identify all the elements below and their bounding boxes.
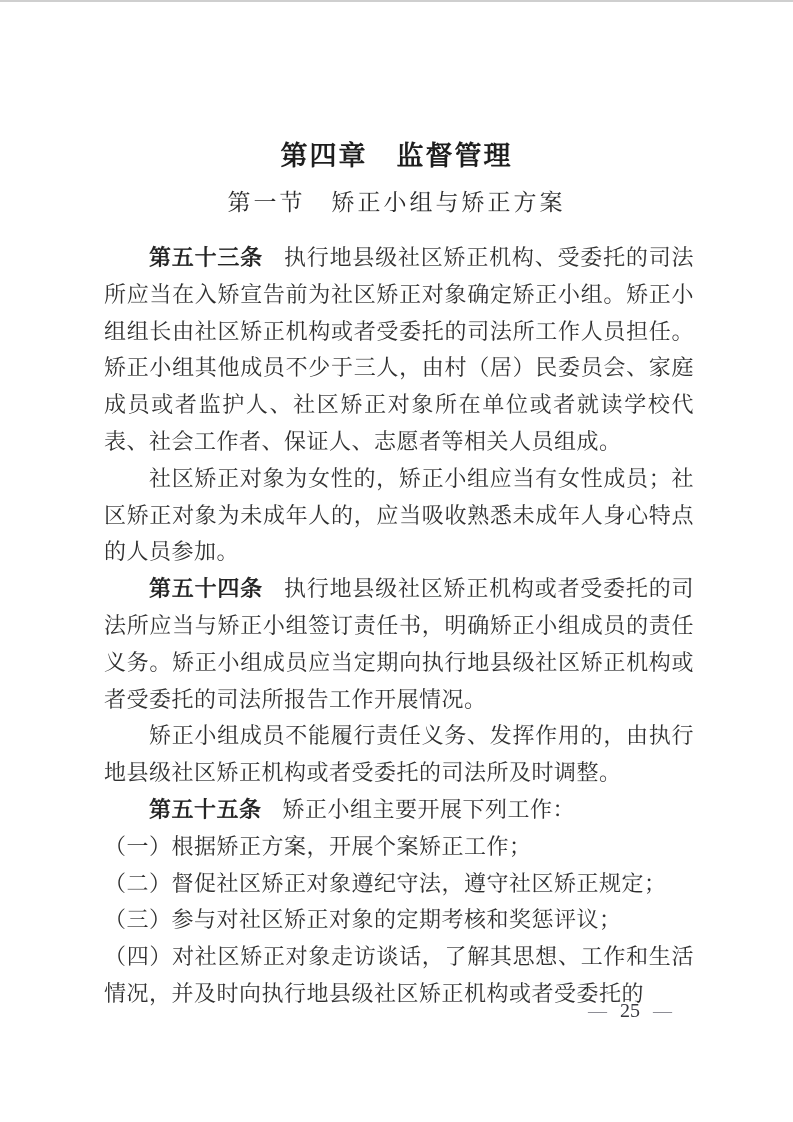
footer-dash-right: — bbox=[653, 1001, 672, 1022]
page-footer bbox=[588, 1000, 672, 1023]
article-55-number: 第五十五条 bbox=[149, 796, 262, 822]
list-item-2 bbox=[104, 866, 694, 903]
list-item-1-text: （一）根据矫正方案，开展个案矫正工作； bbox=[104, 833, 532, 859]
section-title: 第一节 矫正小组与矫正方案 bbox=[227, 190, 566, 215]
chapter-title: 第四章 监督管理 bbox=[280, 141, 513, 171]
footer-dash-left: — bbox=[588, 1001, 607, 1022]
article-54-paragraph-1 bbox=[104, 571, 694, 718]
page-number: 25 bbox=[620, 1000, 640, 1022]
article-54-number: 第五十四条 bbox=[149, 576, 263, 602]
scan-edge-artifact bbox=[0, 0, 793, 2]
article-54-paragraph-2 bbox=[104, 718, 694, 792]
list-item-3-text: （三）参与对社区矫正对象的定期考核和奖惩评议； bbox=[104, 907, 622, 933]
list-item-2-text: （二）督促社区矫正对象遵纪守法，遵守社区矫正规定； bbox=[104, 870, 667, 896]
article-53-paragraph-1 bbox=[104, 240, 694, 461]
article-53-paragraph-2 bbox=[104, 461, 694, 571]
document-body bbox=[104, 240, 694, 1013]
article-53-paragraph-2-text: 社区矫正对象为女性的，矫正小组应当有女性成员；社区矫正对象为未成年人的，应当吸收熟悉未成年人身心特点的人员参加。 bbox=[104, 465, 694, 565]
article-55-intro bbox=[104, 792, 694, 829]
list-item-3 bbox=[104, 902, 694, 939]
article-54-paragraph-2-text: 矫正小组成员不能履行责任义务、发挥作用的，由执行地县级社区矫正机构或者受委托的司法所及时调整。 bbox=[104, 723, 694, 786]
article-53-text: 执行地县级社区矫正机构、受委托的司法所应当在入矫宣告前为社区矫正对象确定矫正小组。矫正小组组长由社区矫正机构或者受委托的司法所工作人员担任。矫正小组其他成员不少于三人，由村（居）民委员会、家庭成员或者监护人、社区矫正对象所在单位或者就读学校代表、社会工作者、保证人、志愿者等相关人员组成。 bbox=[104, 245, 694, 454]
article-54-text: 执行地县级社区矫正机构或者受委托的司法所应当与矫正小组签订责任书，明确矫正小组成员的责任义务。矫正小组成员应当定期向执行地县级社区矫正机构或者受委托的司法所报告工作开展情况。 bbox=[104, 576, 694, 712]
article-55-intro-text: 矫正小组主要开展下列工作： bbox=[282, 796, 576, 822]
list-item-1 bbox=[104, 829, 694, 866]
article-53-number: 第五十三条 bbox=[149, 245, 263, 270]
list-item-4-text: （四）对社区矫正对象走访谈话，了解其思想、工作和生活情况，并及时向执行地县级社区矫正机构或者受委托的 bbox=[104, 944, 694, 1006]
